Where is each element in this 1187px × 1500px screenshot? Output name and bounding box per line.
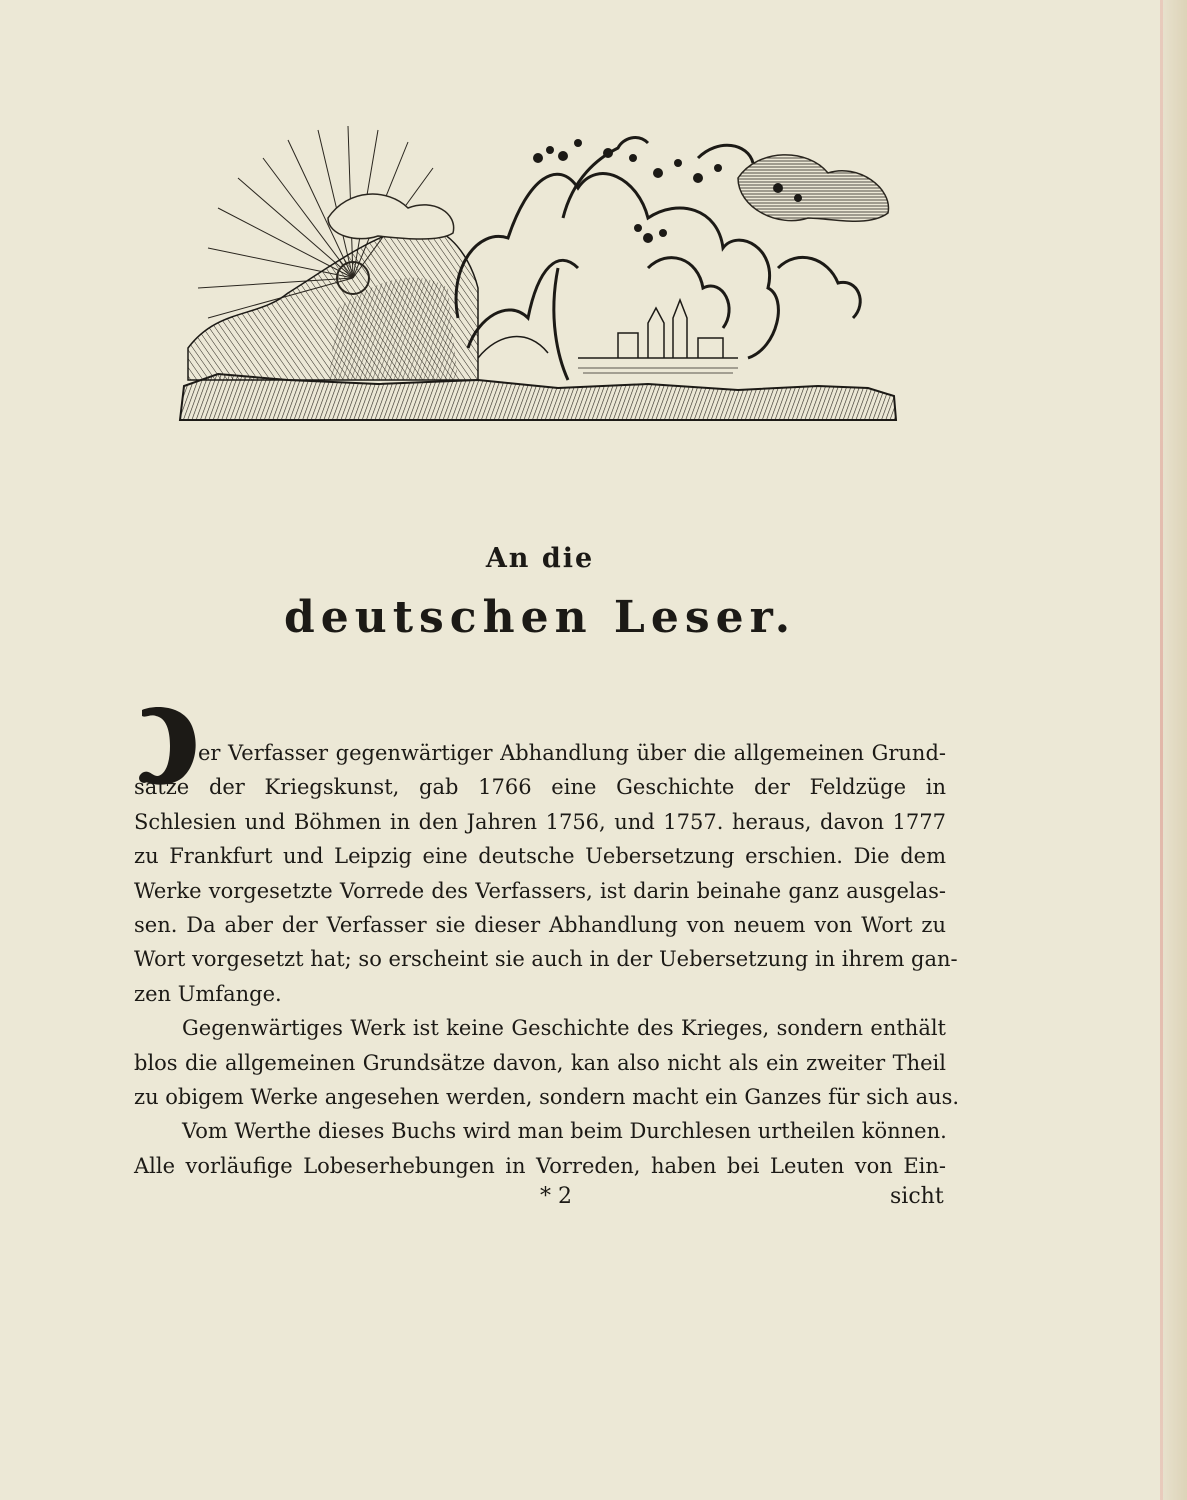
signature-mark: * 2 xyxy=(540,1184,572,1209)
headpiece-vignette xyxy=(178,118,898,423)
body-line: sen. Da aber der Verfasser sie dieser Abhandlung von neuem von Wort zu xyxy=(134,912,946,937)
body-text xyxy=(134,736,960,1183)
body-line: zen Umfange. xyxy=(134,981,282,1006)
body-line: zu obigem Werke angesehen werden, sondern macht ein Ganzes für sich aus. xyxy=(134,1084,960,1109)
body-line: Vom Werthe dieses Buchs wird man beim Durchlesen urtheilen können. xyxy=(182,1119,947,1144)
page-edge xyxy=(1163,0,1187,1500)
body-line: Schlesien und Böhmen in den Jahren 1756, und 1757. heraus, davon 1777 xyxy=(134,809,946,834)
heading-line-1: An die xyxy=(485,543,595,574)
body-line: Wort vorgesetzt hat; so erscheint sie auch in der Uebersetzung in ihrem gan- xyxy=(134,947,958,972)
body-line: Werke vorgesetzte Vorrede des Verfassers, ist darin beinahe ganz ausgelas- xyxy=(134,878,946,903)
body-line: er Verfasser gegenwärtiger Abhandlung über die allgemeinen Grund- xyxy=(198,741,946,765)
bleed-through xyxy=(140,420,940,560)
body-line: Alle vorläufige Lobeserhebungen in Vorreden, haben bei Leuten von Ein- xyxy=(134,1153,946,1178)
body-line: Gegenwärtiges Werk ist keine Geschichte des Krieges, sondern enthält xyxy=(182,1016,946,1041)
heading-line-2: deutschen Leser. xyxy=(283,592,797,643)
body-line: blos die allgemeinen Grundsätze davon, kan also nicht als ein zweiter Theil xyxy=(134,1050,946,1075)
body-line: sätze der Kriegskunst, gab 1766 eine Geschichte der Feldzüge in xyxy=(134,775,946,800)
catchword: sicht xyxy=(890,1184,944,1209)
body-line: zu Frankfurt und Leipzig eine deutsche Uebersetzung erschien. Die dem xyxy=(134,844,946,869)
town-view xyxy=(478,300,738,358)
